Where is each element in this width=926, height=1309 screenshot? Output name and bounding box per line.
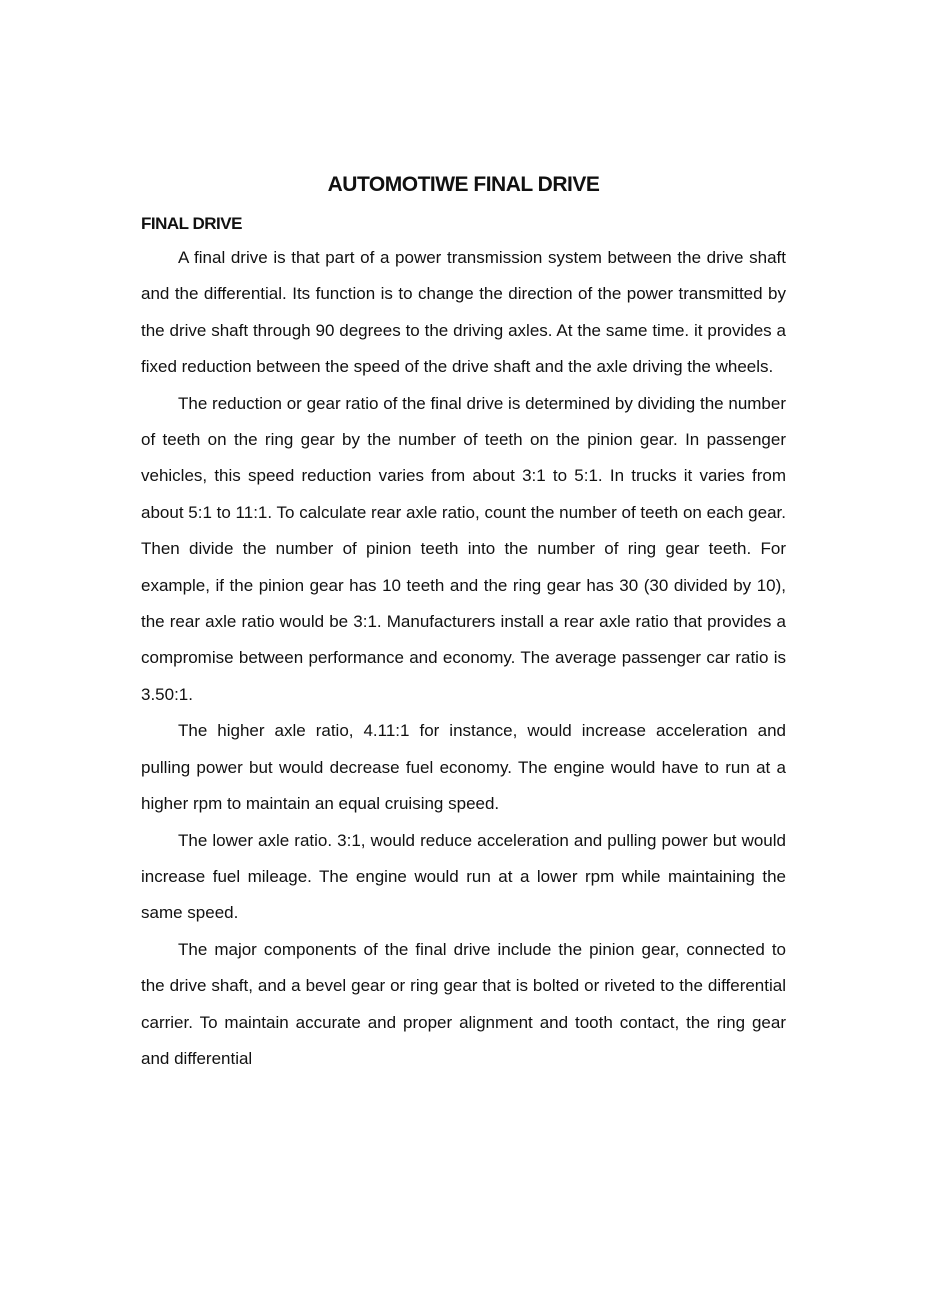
paragraph-4: The lower axle ratio. 3:1, would reduce acceleration and pulling power but would increase fuel mileage. The engine would run at a lower rpm while maintaining the same speed. [141, 830, 786, 923]
paragraph-1: A final drive is that part of a power transmission system between the drive shaft and the differential. Its function is to change the direction of the power transmitted by the drive shaft through 90 degrees to the driving axles. At the same time. it provides a fixed reduction between the speed of the drive shaft and the axle driving the wheels. [141, 248, 786, 377]
document-page [141, 170, 786, 1077]
paragraph-3: The higher axle ratio, 4.11:1 for instance, would increase acceleration and pulling power but would decrease fuel economy. The engine would have to run at a higher rpm to maintain an equal cruising speed. [141, 721, 786, 814]
section-heading: FINAL DRIVE [141, 214, 242, 233]
paragraph-2: The reduction or gear ratio of the final drive is determined by dividing the number of teeth on the ring gear by the number of teeth on the pinion gear. In passenger vehicles, this speed reduction varies from about 3:1 to 5:1. In trucks it varies from about 5:1 to 11:1. To calculate rear axle ratio, count the number of teeth on each gear. Then divide the number of pinion teeth into the number of ring gear teeth. For example, if the pinion gear has 10 teeth and the ring gear has 30 (30 divided by 10), the rear axle ratio would be 3:1. Manufacturers install a rear axle ratio that provides a compromise between performance and economy. The average passenger car ratio is 3.50:1. [141, 393, 786, 704]
document-title: AUTOMOTIWE FINAL DRIVE [327, 173, 600, 196]
paragraph-5: The major components of the final drive include the pinion gear, connected to the drive shaft, and a bevel gear or ring gear that is bolted or riveted to the differential carrier. To maintain accurate and proper alignment and tooth contact, the ring gear and differential [141, 939, 786, 1068]
